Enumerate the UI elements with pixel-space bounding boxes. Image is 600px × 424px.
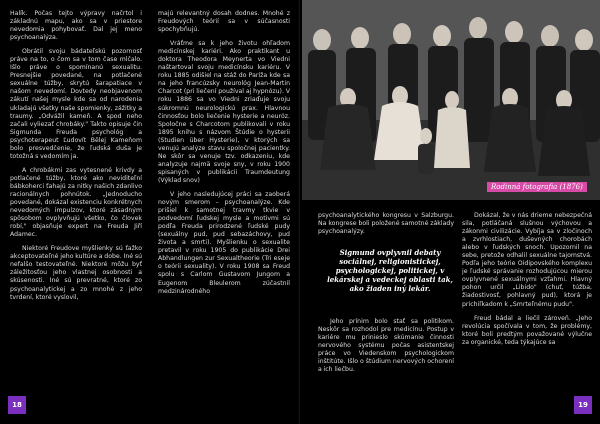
body-paragraph: Jeho prínim bolo stať sa politikom. Neskôr sa rozhodol pre medicínu. Postup v kariére mu prinieslo skúmanie činnosti nervového systému počas asistentskej práce vo Viedenskom psychologickom inštitúte. Išlo o štúdium nervových ochorení a ich liečbu.: [318, 318, 454, 374]
body-paragraph: A chrobákmi zas vytesnené krivdy a potlačené túžby, ktoré ako neviditeľní bábkoherci ťahajú za nitky našich zdanlivo racionálnych pohnútok. „Jednoducho povedané, dokázal existenciu konkrétnych nevedomých impulzov, ktoré zásadným spôsobom ovplyvňujú všetko, čo človek robí," objasňuje expert na Freuda Jiří Adamec.: [10, 166, 142, 239]
text-column-1: [10, 10, 142, 308]
body-paragraph: Niektoré Freudove myšlienky sú ťažko akceptovateľné jeho kultúre a dobe. Iné sú nefalšo testovateľné. Niektoré môžu byť záležitosťou jeho vlastnej osobnosti a skúsenosti. Iné sú prevratné, ktoré zo psychoanalytickej a zo mnohé z jeho tvrdení, ktoré vyslovil,: [10, 245, 142, 301]
body-paragraph: majú relevantný dosah dodnes. Mnohé z Freudových teórií sa v súčasnosti spochybňujú.: [158, 10, 290, 34]
body-paragraph: Halík. Počas tejto výpravy načrtol i základnú mapu, ako sa v priestore nevedomia pohybovať. Dal jej meno psychoanalýza.: [10, 10, 142, 42]
page-number-right: 19: [574, 396, 592, 414]
pull-quote: Sigmund ovplyvnil debaty sociálnej, religionistickej, psychologickej, politickej, v lekárskej a vedeckej oblasti tak, ako žiaden iný lekár.: [327, 248, 453, 293]
text-column-4: [462, 212, 592, 353]
body-paragraph: Dokázal, že v nás drieme nebezpečná sila, potláčaná slušnou výchovou a zákonmi civilizácie. Vybíja sa v zločinoch a zvrhlostiach, duševných chorobách alebo v ľudských snoch. Upozornil na sebe, pretože odhalil sexuálne tajomstvá. Podľa jeho teórie Oidipovského komplexu je ľudské správanie rozhodujúcou mierou ovplyvnené sexuálnymi vzťahmi. Hlavný pohon určil „Libido" (chuť, túžba, žiadostivosť, pohlavný pud), ktorá je prichiľkadom k „Smrteľnému pudu".: [462, 212, 592, 308]
body-paragraph: psychoanalytického kongresu v Salzburgu. Na kongrese boli položené samotné základy psychoanalýzy.: [318, 212, 454, 236]
page-number-left: 18: [8, 396, 26, 414]
photo-caption: Rodinná fotografia (1876): [487, 182, 587, 192]
text-column-3: [318, 212, 454, 242]
photo-figures: [302, 0, 600, 200]
body-paragraph: Vráťme sa k jeho životu ohľadom medicínskej kariéri. Ako praktikant u doktora Theodora Meynerta vo Viedni naštartoval svoju medicínsku kariéru. V roku 1885 odišiel na stáž do Paríža kde sa na jeho francúzsky neurológ Jean-Martin Charcot (pri liečení používal aj hypnózu). V roku 1886 sa vo Viedni zriaďuje svoju súkromnú neurologickú prax. Hlavnou činnosťou bolo liečenie hysterie a neuróz. Spoločne s Charcotom publikovali v roku 1895 knihu s názvom Štúdie o hysterii (Studien über Hysterie), v ktorých sa venujú analýze stavu spoločnej pacientky. Ne skôr sa venuje tzv. odkazeniu, kde analyzuje najmä svoje sny, v roku 1900 spisaných v publikácii Traumdeutung (Výklad snov): [158, 40, 290, 184]
text-column-3-continued: [318, 318, 454, 380]
body-paragraph: Freud bádal a liečil zároveň. „Jeho revolúcia spočívala v tom, že problémy, ktoré boli predtým považované výlučne za organické, teda týkajúce sa: [462, 314, 592, 346]
family-photograph: [302, 0, 600, 200]
body-paragraph: Obrátil svoju bádateľskú pozornosť práve na to, o čom sa v tom čase mlčalo. Išlo práve o spomínanú sexualitu. Presnejšie povedané, na potlačené sexuálne túžby, skrytú šarapatiace v našom nevedomí. Dovtedy neobjavenom zákutí našej mysle kde sa od narodenia ukladajú všetky naše spomienky, zážitky a traumy. „Odvážil kameň. A spod neho začali vyliezať chrobáky." Takto opisuje čin Sigmunda Freuda psychológ a psychoterapeut Ľudovít Bělej Kameňom bolo presvedčenie, že ľudská duša je totožná s vedomím ja.: [10, 48, 142, 160]
body-paragraph: V jeho nasledujúcej práci sa zaoberá novým smerom – psychoanalýze. Kde prišiel k samotnej travmy tkvie v podvedomí ľudskej mysle a motivmi sú podľa Freuda prirodzené ľudské pudy (sexuálny pud, pud sebazáchovy, pud života a smrti). Myšlienku o sexualite pretavil v roku 1905 do publikácie Drei Abhandlungen zur Sexualtheorie (Tri eseje o teórii sexuality). V roku 1908 sa Freud spolu s Carlom Gustavom Jungom a Eugenom Bleulerom zúčastnil medzinárodného: [158, 190, 290, 295]
text-column-2: [158, 10, 290, 302]
